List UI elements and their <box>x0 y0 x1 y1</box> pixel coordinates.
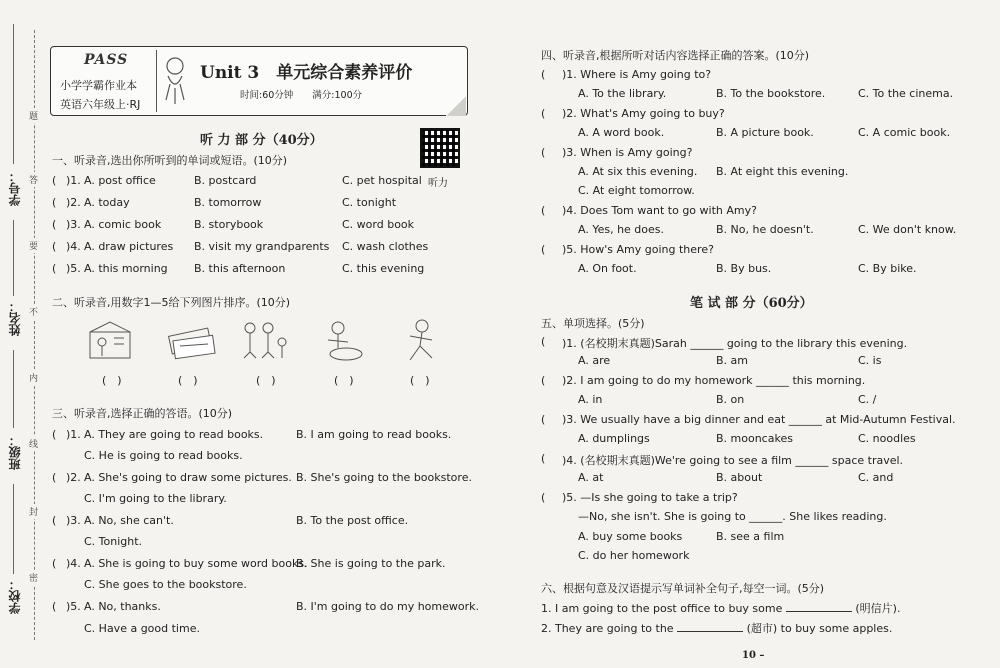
edition-label: 英语六年级上·RJ <box>60 98 141 111</box>
binding-line <box>13 484 14 574</box>
list-item: ( <box>52 514 57 527</box>
option-a: A. draw pictures <box>84 240 174 253</box>
option-a: A. A word book. <box>578 126 665 139</box>
option-c: C. Have a good time. <box>84 622 200 635</box>
section-2-heading: 二、听录音,用数字1—5给下列图片排序。(10分) <box>52 296 291 309</box>
seal-char: 内 <box>29 370 38 385</box>
question-number: )4. <box>66 557 81 570</box>
option-b: B. To the post office. <box>296 514 409 527</box>
option-b: B. I am going to read books. <box>296 428 452 441</box>
list-item: ( <box>541 68 546 81</box>
option-b: B. see a film <box>716 530 785 543</box>
option-c: C. tonight <box>342 196 397 209</box>
option-c: C. is <box>858 354 882 367</box>
list-item: ( <box>541 374 546 387</box>
picture-answer-blank[interactable]: ( ) <box>256 374 276 387</box>
fill-blank-sentence <box>541 620 892 636</box>
list-item: ( <box>541 452 546 465</box>
option-a: A. comic book <box>84 218 162 231</box>
binding-line <box>13 24 14 164</box>
option-a: A. She's going to draw some pictures. <box>84 471 292 484</box>
seal-char: 答 <box>29 172 38 187</box>
chinese-hint: (明信片). <box>855 602 901 615</box>
seal-char: 不 <box>29 304 38 319</box>
list-item: ( <box>52 174 57 187</box>
question-number: )4. <box>66 240 81 253</box>
option-b: B. She's going to the bookstore. <box>296 471 472 484</box>
question-text-line2: —No, she isn't. She is going to ______. She likes reading. <box>578 510 887 523</box>
option-b: B. mooncakes <box>716 432 793 445</box>
option-b: B. At eight this evening. <box>716 165 849 178</box>
school-label: 学校： <box>8 578 22 614</box>
list-item: ( <box>52 218 57 231</box>
option-a: A. in <box>578 393 603 406</box>
list-item: ( <box>541 243 546 256</box>
option-b: B. To the bookstore. <box>716 87 826 100</box>
listening-part-title: 听 力 部 分（40分） <box>200 133 323 148</box>
mascot-icon <box>162 52 188 108</box>
option-c: C. / <box>858 393 877 406</box>
option-a: A. On foot. <box>578 262 637 275</box>
option-b: B. She is going to the park. <box>296 557 446 570</box>
picture-answer-blank[interactable]: ( ) <box>102 374 122 387</box>
option-a: A. To the library. <box>578 87 667 100</box>
option-a: A. dumplings <box>578 432 650 445</box>
option-c: C. At eight tomorrow. <box>578 184 695 197</box>
qr-label: 听力 <box>428 178 448 189</box>
time-score-info: 时间:60分钟 满分:100分 <box>240 90 363 101</box>
option-a: A. She is going to buy some word books. <box>84 557 308 570</box>
section-4-heading: 四、听录音,根据所听对话内容选择正确的答案。(10分) <box>541 49 810 62</box>
unit-title: Unit 3 单元综合素养评价 <box>200 63 413 83</box>
picture-answer-blank[interactable]: ( ) <box>410 374 430 387</box>
picture-running-icon <box>394 318 450 364</box>
question-text: )2. I am going to do my homework ______ this morning. <box>562 374 866 387</box>
option-a: A. Yes, he does. <box>578 223 665 236</box>
seal-char: 线 <box>29 436 38 451</box>
list-item: ( <box>541 491 546 504</box>
question-text: )1. (名校期末真题)Sarah ______ going to the library this evening. <box>562 337 908 350</box>
writing-part-title: 笔 试 部 分（60分） <box>690 296 813 311</box>
seal-char: 密 <box>29 570 38 585</box>
option-c: C. He is going to read books. <box>84 449 243 462</box>
sentence-text: 2. They are going to the <box>541 622 674 635</box>
question-text: )2. What's Amy going to buy? <box>562 107 725 120</box>
option-c: C. We don't know. <box>858 223 957 236</box>
option-c: C. and <box>858 471 894 484</box>
option-b: B. A picture book. <box>716 126 814 139</box>
question-text: )5. How's Amy going there? <box>562 243 714 256</box>
option-c: C. word book <box>342 218 415 231</box>
fill-blank-sentence <box>541 600 900 616</box>
binding-line <box>13 350 14 428</box>
question-text: )3. When is Amy going? <box>562 146 693 159</box>
option-c: C. A comic book. <box>858 126 951 139</box>
option-b: B. am <box>716 354 748 367</box>
option-a: A. at <box>578 471 604 484</box>
section-1-heading: 一、听录音,选出你所听到的单词或短语。(10分) <box>52 154 288 167</box>
option-a: A. No, she can't. <box>84 514 174 527</box>
list-item: ( <box>541 413 546 426</box>
option-b: B. storybook <box>194 218 264 231</box>
question-number: )3. <box>66 218 81 231</box>
list-item: ( <box>52 557 57 570</box>
option-c: C. Tonight. <box>84 535 143 548</box>
class-label: 班级： <box>8 434 22 470</box>
picture-washing-icon <box>318 318 374 364</box>
list-item: ( <box>541 146 546 159</box>
option-b: B. about <box>716 471 763 484</box>
question-text: )4. (名校期末真题)We're going to see a film ______ space travel. <box>562 454 904 467</box>
option-a: A. No, thanks. <box>84 600 161 613</box>
option-b: B. on <box>716 393 745 406</box>
header-divider <box>156 50 157 112</box>
question-number: )1. <box>66 174 81 187</box>
section-6-heading: 六、根据句意及汉语提示写单词补全句子,每空一词。(5分) <box>541 582 825 595</box>
option-c: C. By bike. <box>858 262 917 275</box>
option-a: A. post office <box>84 174 156 187</box>
question-text: )3. We usually have a big dinner and eat ______ at Mid-Autumn Festival. <box>562 413 956 426</box>
seal-char: 要 <box>29 238 38 253</box>
option-b: B. visit my grandparents <box>194 240 330 253</box>
book-title: 小学学霸作业本 <box>60 79 137 92</box>
seal-char: 题 <box>29 108 38 123</box>
list-item: ( <box>52 196 57 209</box>
student-id-label: 学号： <box>8 170 22 206</box>
page-fold-decoration <box>446 96 466 116</box>
list-item: ( <box>52 240 57 253</box>
sentence-text: to buy some apples. <box>777 622 893 635</box>
section-3-heading: 三、听录音,选择正确的答语。(10分) <box>52 407 233 420</box>
list-item: ( <box>52 471 57 484</box>
option-c: C. I'm going to the library. <box>84 492 227 505</box>
option-a: A. buy some books <box>578 530 683 543</box>
option-a: A. are <box>578 354 611 367</box>
question-number: )5. <box>66 262 81 275</box>
answer-blank[interactable] <box>677 631 743 632</box>
name-label: 姓名： <box>8 300 22 336</box>
option-c: C. She goes to the bookstore. <box>84 578 247 591</box>
option-c: C. pet hospital <box>342 174 422 187</box>
option-c: C. this evening <box>342 262 425 275</box>
option-c: C. To the cinema. <box>858 87 954 100</box>
picture-answer-blank[interactable]: ( ) <box>334 374 354 387</box>
list-item: ( <box>541 204 546 217</box>
page-number: 10 – <box>742 650 765 661</box>
option-c: C. noodles <box>858 432 916 445</box>
picture-answer-blank[interactable]: ( ) <box>178 374 198 387</box>
option-b: B. By bus. <box>716 262 772 275</box>
question-text: )1. Where is Amy going to? <box>562 68 712 81</box>
seal-char: 封 <box>29 504 38 519</box>
option-b: B. No, he doesn't. <box>716 223 814 236</box>
option-c: C. wash clothes <box>342 240 429 253</box>
option-a: A. They are going to read books. <box>84 428 264 441</box>
question-text: )4. Does Tom want to go with Amy? <box>562 204 757 217</box>
list-item: ( <box>541 107 546 120</box>
list-item: ( <box>52 428 57 441</box>
question-number: )5. <box>66 600 81 613</box>
list-item: ( <box>52 600 57 613</box>
option-b: B. postcard <box>194 174 257 187</box>
question-number: )1. <box>66 428 81 441</box>
binding-line <box>13 220 14 296</box>
option-a: A. today <box>84 196 130 209</box>
list-item: ( <box>52 262 57 275</box>
option-c: C. do her homework <box>578 549 690 562</box>
question-number: )3. <box>66 514 81 527</box>
section-5-heading: 五、单项选择。(5分) <box>541 317 645 330</box>
question-number: )2. <box>66 471 81 484</box>
picture-tickets-icon <box>164 318 220 364</box>
picture-family-icon <box>236 318 292 364</box>
option-b: B. this afternoon <box>194 262 286 275</box>
chinese-hint: (超市) <box>746 622 778 635</box>
question-number: )2. <box>66 196 81 209</box>
answer-blank[interactable] <box>786 611 852 612</box>
option-a: A. this morning <box>84 262 168 275</box>
list-item: ( <box>541 335 546 348</box>
option-a: A. At six this evening. <box>578 165 698 178</box>
picture-library-icon <box>84 318 140 364</box>
pass-logo: PASS <box>84 52 129 68</box>
option-b: B. tomorrow <box>194 196 262 209</box>
qr-code-icon[interactable] <box>420 128 460 168</box>
question-text: )5. —Is she going to take a trip? <box>562 491 738 504</box>
option-b: B. I'm going to do my homework. <box>296 600 480 613</box>
sentence-text: 1. I am going to the post office to buy some <box>541 602 783 615</box>
